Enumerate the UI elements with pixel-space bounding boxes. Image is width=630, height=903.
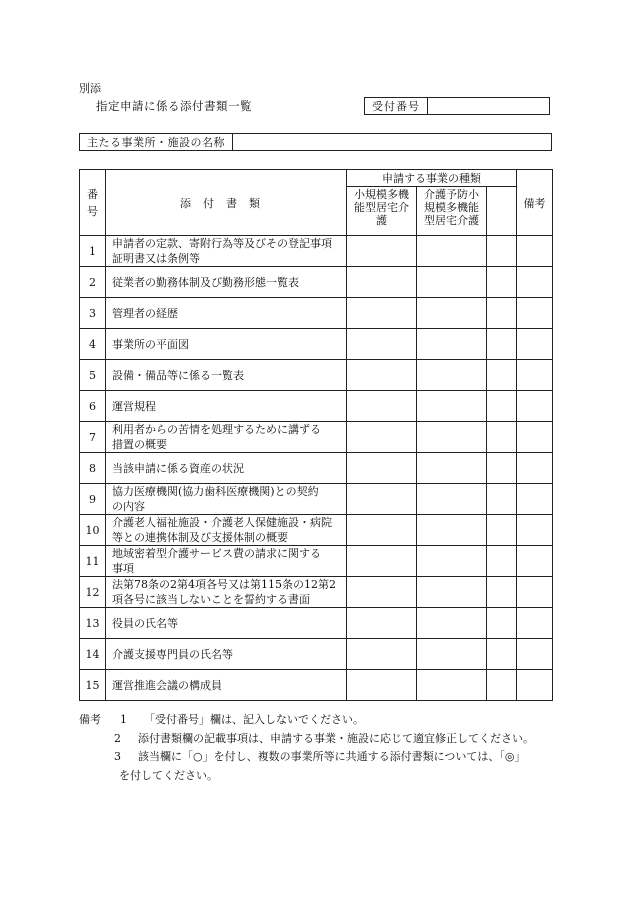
row-document-line: 等との連携体制及び支援体制の概要	[112, 531, 288, 544]
row-document-line: 介護支援専門員の氏名等	[112, 647, 233, 661]
row-document-line: 介護老人福祉施設・介護老人保健施設・病院	[112, 516, 332, 529]
note-text: 「受付番号」欄は、記入しないでください。	[144, 713, 364, 726]
table-row	[80, 298, 553, 329]
header-line: 型居宅介護	[424, 214, 479, 227]
table-row	[80, 670, 553, 701]
notes-label: 備考	[79, 713, 101, 726]
row-number: 3	[80, 298, 106, 329]
row-document-name	[106, 546, 347, 577]
row-number: 2	[80, 267, 106, 298]
check-preventive[interactable]	[417, 484, 487, 515]
row-document-line: の内容	[112, 500, 145, 513]
row-remarks[interactable]	[517, 484, 553, 515]
check-small-scale[interactable]	[347, 546, 417, 577]
row-document-name	[106, 484, 347, 515]
row-remarks[interactable]	[517, 515, 553, 546]
check-small-scale[interactable]	[347, 267, 417, 298]
row-document-name	[106, 391, 347, 422]
row-remarks[interactable]	[517, 608, 553, 639]
facility-name-label: 主たる事業所・施設の名称	[80, 134, 233, 150]
check-small-scale[interactable]	[347, 484, 417, 515]
table-row	[80, 422, 553, 453]
check-small-scale[interactable]	[347, 608, 417, 639]
row-document-name	[106, 453, 347, 484]
check-preventive[interactable]	[417, 608, 487, 639]
check-preventive[interactable]	[417, 546, 487, 577]
note-number: 1	[120, 713, 127, 726]
row-number: 4	[80, 329, 106, 360]
note-2	[79, 730, 559, 749]
receipt-number-field[interactable]	[428, 98, 549, 114]
row-remarks[interactable]	[517, 546, 553, 577]
row-document-line: 運営推進会議の構成員	[112, 678, 222, 692]
row-remarks[interactable]	[517, 360, 553, 391]
row-document-name	[106, 298, 347, 329]
row-number: 11	[80, 546, 106, 577]
row-number: 13	[80, 608, 106, 639]
document-title: 指定申請に係る添付書類一覧	[96, 99, 252, 113]
table-row	[80, 360, 553, 391]
header-remarks: 備考	[517, 170, 553, 236]
row-document-name	[106, 267, 347, 298]
check-blank[interactable]	[487, 639, 517, 670]
note-3	[79, 748, 559, 767]
check-preventive[interactable]	[417, 577, 487, 608]
row-number: 9	[80, 484, 106, 515]
row-document-name	[106, 515, 347, 546]
table-row	[80, 639, 553, 670]
table-row	[80, 515, 553, 546]
check-blank[interactable]	[487, 298, 517, 329]
header-number	[80, 170, 106, 236]
check-small-scale[interactable]	[347, 298, 417, 329]
row-document-name	[106, 329, 347, 360]
header-documents-text: 添付書類	[180, 196, 272, 210]
row-remarks[interactable]	[517, 422, 553, 453]
check-preventive[interactable]	[417, 670, 487, 701]
check-preventive[interactable]	[417, 236, 487, 267]
row-number: 14	[80, 639, 106, 670]
row-remarks[interactable]	[517, 236, 553, 267]
row-number: 1	[80, 236, 106, 267]
header-documents	[106, 170, 347, 236]
table-row	[80, 484, 553, 515]
attachment-table	[79, 169, 553, 701]
row-document-line: 役員の氏名等	[112, 616, 178, 630]
facility-name-field[interactable]	[233, 134, 551, 150]
row-document-name	[106, 577, 347, 608]
facility-name-box	[79, 133, 552, 151]
check-blank[interactable]	[487, 484, 517, 515]
row-number: 6	[80, 391, 106, 422]
receipt-number-label: 受付番号	[365, 98, 428, 114]
row-document-line: 当該申請に係る資産の状況	[112, 461, 244, 475]
check-small-scale[interactable]	[347, 236, 417, 267]
row-remarks[interactable]	[517, 453, 553, 484]
note-text-continuation: を付してください。	[119, 768, 218, 782]
check-small-scale[interactable]	[347, 670, 417, 701]
row-document-name	[106, 360, 347, 391]
check-blank[interactable]	[487, 422, 517, 453]
note-text: 該当欄に「○」を付し、複数の事業所等に共通する添付書類については、「◎」	[138, 750, 526, 763]
check-blank[interactable]	[487, 670, 517, 701]
note-number: 2	[114, 731, 121, 745]
header-col-blank	[487, 187, 517, 236]
row-document-line: 運営規程	[112, 399, 156, 413]
row-document-line: 従業者の勤務体制及び勤務形態一覧表	[112, 275, 299, 289]
check-small-scale[interactable]	[347, 329, 417, 360]
check-blank[interactable]	[487, 360, 517, 391]
table-row	[80, 267, 553, 298]
row-remarks[interactable]	[517, 298, 553, 329]
check-preventive[interactable]	[417, 639, 487, 670]
check-blank[interactable]	[487, 608, 517, 639]
header-number-char: 号	[87, 204, 98, 218]
row-number: 7	[80, 422, 106, 453]
row-document-name	[106, 608, 347, 639]
table-row	[80, 453, 553, 484]
table-row	[80, 391, 553, 422]
supplement-label: 別添	[79, 82, 101, 95]
row-number: 5	[80, 360, 106, 391]
table-row	[80, 329, 553, 360]
table-row	[80, 577, 553, 608]
header-number-char: 番	[87, 187, 98, 201]
row-number: 8	[80, 453, 106, 484]
row-number: 10	[80, 515, 106, 546]
row-document-line: 措置の概要	[112, 438, 167, 451]
header-service-types: 申請する事業の種類	[347, 170, 517, 187]
table-row	[80, 608, 553, 639]
row-document-line: 申請者の定款、寄附行為等及びその登記事項	[112, 237, 332, 250]
check-blank[interactable]	[487, 267, 517, 298]
check-preventive[interactable]	[417, 360, 487, 391]
row-document-name	[106, 639, 347, 670]
row-document-line: 法第78条の2第4項各号又は第115条の12第2	[112, 578, 336, 591]
row-remarks[interactable]	[517, 329, 553, 360]
check-small-scale[interactable]	[347, 391, 417, 422]
note-1	[79, 711, 559, 730]
header-col-small-scale	[347, 187, 417, 236]
check-blank[interactable]	[487, 329, 517, 360]
check-blank[interactable]	[487, 236, 517, 267]
check-small-scale[interactable]	[347, 577, 417, 608]
check-small-scale[interactable]	[347, 422, 417, 453]
notes-section	[79, 711, 559, 785]
header-line: 小規模多機	[354, 188, 409, 201]
row-document-name	[106, 670, 347, 701]
row-remarks[interactable]	[517, 391, 553, 422]
check-preventive[interactable]	[417, 391, 487, 422]
row-document-line: 証明書又は条例等	[112, 252, 200, 265]
row-number: 12	[80, 577, 106, 608]
header-line: 介護予防小	[424, 188, 479, 201]
row-document-line: 事業所の平面図	[112, 337, 189, 351]
check-small-scale[interactable]	[347, 515, 417, 546]
note-text: 添付書類欄の記載事項は、申請する事業・施設に応じて適宜修正してください。	[138, 731, 534, 745]
note-number: 3	[114, 750, 121, 763]
check-preventive[interactable]	[417, 453, 487, 484]
row-document-line: 協力医療機関(協力歯科医療機関)との契約	[112, 485, 319, 498]
row-remarks[interactable]	[517, 577, 553, 608]
header-line: 能型居宅介	[354, 201, 409, 214]
check-small-scale[interactable]	[347, 639, 417, 670]
header-col-preventive	[417, 187, 487, 236]
check-blank[interactable]	[487, 453, 517, 484]
row-number: 15	[80, 670, 106, 701]
check-blank[interactable]	[487, 515, 517, 546]
row-document-name	[106, 422, 347, 453]
row-remarks[interactable]	[517, 670, 553, 701]
row-remarks[interactable]	[517, 639, 553, 670]
check-preventive[interactable]	[417, 329, 487, 360]
table-body	[80, 236, 553, 701]
check-blank[interactable]	[487, 546, 517, 577]
row-document-line: 事項	[112, 562, 134, 575]
check-small-scale[interactable]	[347, 360, 417, 391]
check-preventive[interactable]	[417, 298, 487, 329]
row-document-line: 設備・備品等に係る一覧表	[112, 368, 244, 382]
receipt-number-box	[364, 97, 550, 115]
row-document-line: 利用者からの苦情を処理するために講ずる	[112, 423, 321, 436]
header-line: 規模多機能	[424, 201, 479, 214]
check-blank[interactable]	[487, 391, 517, 422]
note-3-continuation	[79, 767, 559, 786]
check-preventive[interactable]	[417, 515, 487, 546]
table-row	[80, 236, 553, 267]
row-document-line: 項各号に該当しないことを誓約する書面	[112, 593, 310, 606]
check-preventive[interactable]	[417, 422, 487, 453]
table-row	[80, 546, 553, 577]
header-line: 護	[376, 214, 387, 227]
row-remarks[interactable]	[517, 267, 553, 298]
row-document-name	[106, 236, 347, 267]
row-document-line: 管理者の経歴	[112, 306, 178, 320]
check-blank[interactable]	[487, 577, 517, 608]
check-preventive[interactable]	[417, 267, 487, 298]
row-document-line: 地域密着型介護サービス費の請求に関する	[112, 547, 321, 560]
check-small-scale[interactable]	[347, 453, 417, 484]
